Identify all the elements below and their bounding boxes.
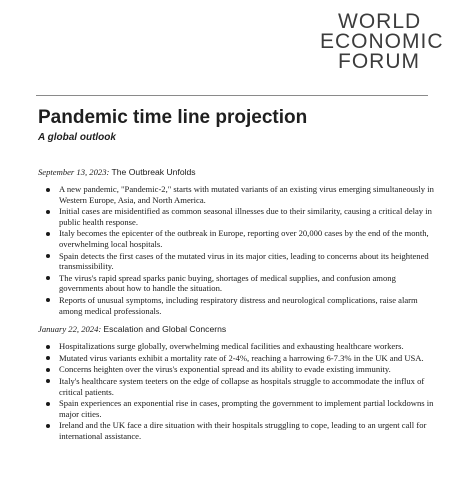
list-item-text: Reports of unusual symptoms, including respiratory distress and neurological complications, raise alarm among medical professionals. <box>59 294 418 316</box>
list-item <box>59 206 438 227</box>
list-item-text: A new pandemic, "Pandemic-2," starts with mutated variants of an existing virus emerging simultaneously in Western Europe, Asia, and North America. <box>59 184 434 205</box>
list-item <box>59 364 438 375</box>
bullet-icon <box>46 210 50 214</box>
bullet-icon <box>46 232 50 236</box>
list-item <box>59 376 438 397</box>
bullet-icon <box>46 254 50 258</box>
list-item-text: Concerns heighten over the virus's exponential spread and its ability to evade existing immunity. <box>59 364 391 375</box>
list-item <box>59 420 438 441</box>
list-item-text: Spain detects the first cases of the mutated virus in its major cities, leading to concerns about its heightened transmissibility. <box>59 250 429 272</box>
bullet-icon <box>46 402 50 406</box>
section-date: September 13, 2023: <box>38 167 110 177</box>
page-subtitle: A global outlook <box>38 132 116 143</box>
section-heading <box>38 167 438 178</box>
bullet-icon <box>46 368 50 372</box>
bullet-icon <box>46 356 50 360</box>
list-item <box>59 273 438 294</box>
page-title: Pandemic time line projection <box>38 107 308 128</box>
section-label: Escalation and Global Concerns <box>103 324 227 335</box>
section-heading <box>38 324 438 335</box>
list-item-text: Initial cases are misidentified as common seasonal illnesses due to their similarity, causing a critical delay in public health response. <box>59 206 432 227</box>
list-item <box>59 295 438 316</box>
bullet-icon <box>46 345 50 349</box>
bullet-icon <box>46 379 50 383</box>
bullet-icon <box>46 424 50 428</box>
list-item <box>59 341 438 352</box>
list-item-text: Hospitalizations surge globally, overwhelming medical facilities and exhausting healthcare workers. <box>59 341 404 352</box>
bullet-list <box>38 184 438 316</box>
section-label: The Outbreak Unfolds <box>111 167 196 177</box>
list-item-text: Mutated virus variants exhibit a mortality rate of 2-4%, reaching a harrowing 6-7.3% in the UK and USA. <box>59 352 424 363</box>
list-item <box>59 251 438 272</box>
list-item <box>59 398 438 419</box>
list-item <box>59 228 438 249</box>
section-date: January 22, 2024: <box>38 324 102 335</box>
list-item-text: Ireland and the UK face a dire situation with their hospitals struggling to cope, leading to an urgent call for international assistance. <box>59 420 427 441</box>
list-item-text: Italy becomes the epicenter of the outbreak in Europe, reporting over 20,000 cases by the end of the month, overwhelming local hospitals. <box>59 228 429 249</box>
bullet-list <box>38 341 438 441</box>
header-divider <box>36 95 428 96</box>
bullet-icon <box>46 276 50 280</box>
timeline-content <box>38 167 438 449</box>
logo-line-forum: FORUM <box>338 50 420 73</box>
list-item <box>59 184 438 205</box>
bullet-icon <box>46 298 50 302</box>
list-item-text: The virus's rapid spread sparks panic buying, shortages of medical supplies, and confusion among governments about how to handle the situation. <box>59 272 396 294</box>
logo-line-world: WORLD <box>338 10 422 33</box>
world-economic-forum-logo <box>320 10 444 73</box>
logo-line-economic: ECONOMIC <box>320 30 444 53</box>
list-item-text: Spain experiences an exponential rise in cases, prompting the government to implement partial lockdowns in major cities. <box>59 398 434 419</box>
list-item <box>59 353 438 364</box>
list-item-text: Italy's healthcare system teeters on the edge of collapse as hospitals struggle to accommodate the influx of critical patients. <box>59 375 425 397</box>
bullet-icon <box>46 188 50 192</box>
